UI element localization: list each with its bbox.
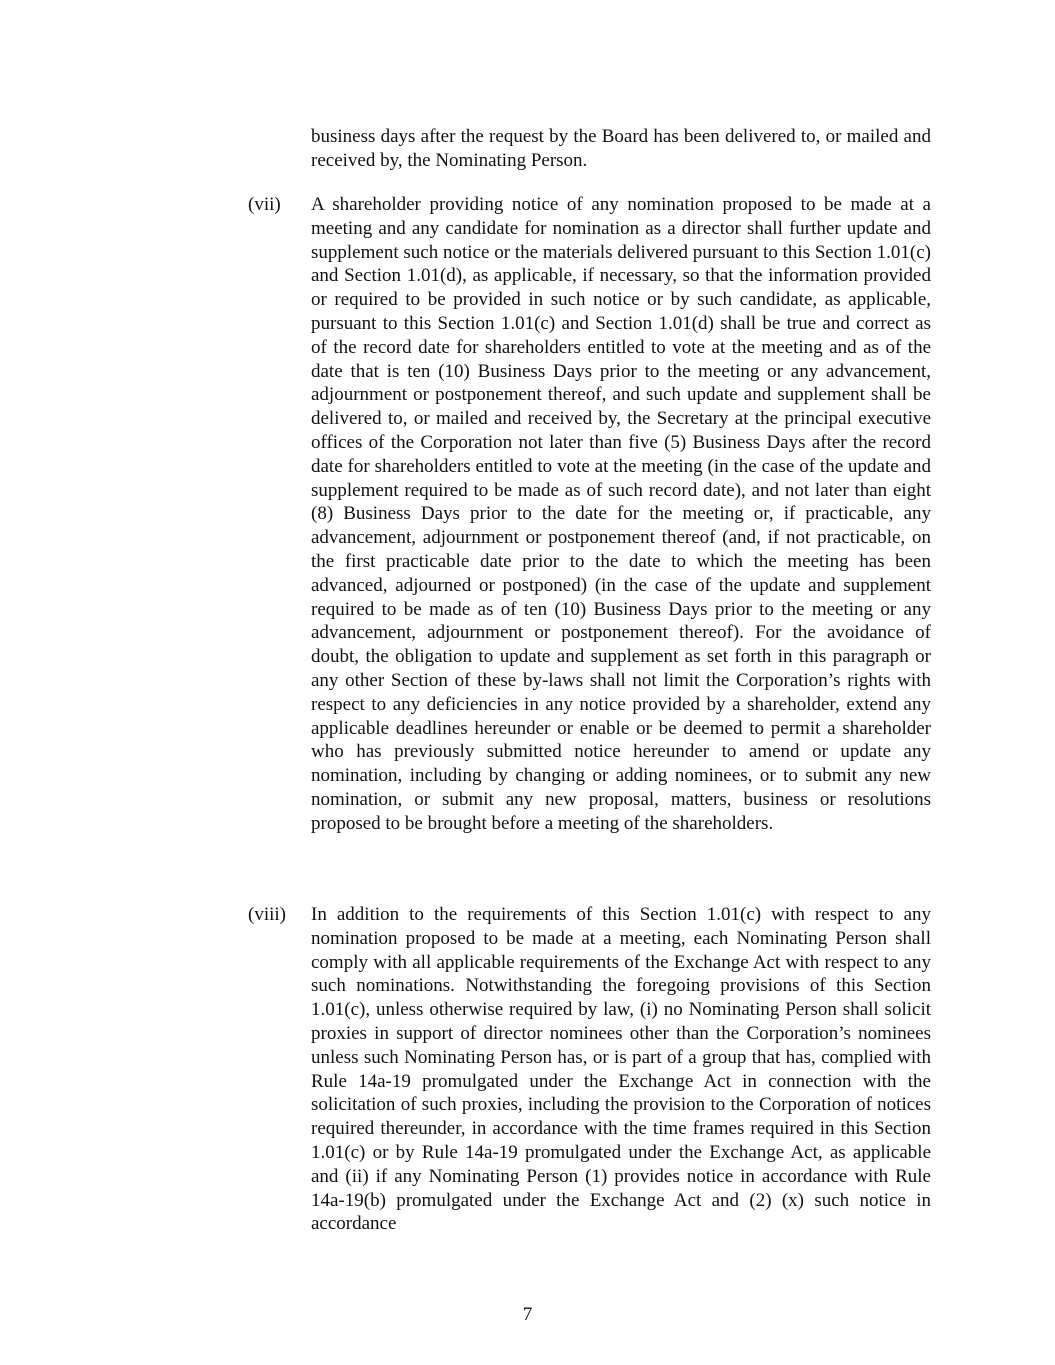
- page-number: 7: [522, 1304, 533, 1325]
- paragraph-vii-text: A shareholder providing notice of any nomination proposed to be made at a meeting and any candidate for nomination as a director shall further update and supplement such notice or the materials delivered pursuant to this Section 1.01(c) and Section 1.01(d), as applicable, if necessary, so that the information provided or required to be provided in such notice or by such candidate, as applicable, pursuant to this Section 1.01(c) and Section 1.01(d) shall be true and correct as of the record date for shareholders entitled to vote at the meeting and as of the date that is ten (10) Business Days prior to the meeting or any advancement, adjournment or postponement thereof, and such update and supplement shall be delivered to, or mailed and received by, the Secretary at the principal executive offices of the Corporation not later than five (5) Business Days after the record date for shareholders entitled to vote at the meeting (in the case of the update and supplement required to be made as of such record date), and not later than eight (8) Business Days prior to the date for the meeting or, if practicable, any advancement, adjournment or postponement thereof (and, if not practicable, on the first practicable date prior to the date to which the meeting has been advanced, adjourned or postponed) (in the case of the update and supplement required to be made as of ten (10) Business Days prior to the meeting or any advancement, adjournment or postponement thereof). For the avoidance of doubt, the obligation to update and supplement as set forth in this paragraph or any other Section of these by-laws shall not limit the Corporation’s rights with respect to any deficiencies in any notice provided by a shareholder, extend any applicable deadlines hereunder or enable or be deemed to permit a shareholder who has previously submitted notice hereunder to amend or update any nomination, including by changing or adding nominees, or to submit any new nomination, or submit any new proposal, matters, business or resolutions proposed to be brought before a meeting of the shareholders.: [311, 194, 931, 834]
- paragraph-number-viii: (viii): [248, 904, 286, 925]
- paragraph-number-vii: (vii): [248, 194, 281, 215]
- continuation-paragraph: business days after the request by the Board has been delivered to, or mailed and received by, the Nominating Person.: [311, 126, 931, 171]
- paragraph-viii-text: In addition to the requirements of this Section 1.01(c) with respect to any nomination proposed to be made at a meeting, each Nominating Person shall comply with all applicable requirements of the Exchange Act with respect to any such nominations. Notwithstanding the foregoing provisions of this Section 1.01(c), unless otherwise required by law, (i) no Nominating Person shall solicit proxies in support of director nominees other than the Corporation’s nominees unless such Nominating Person has, or is part of a group that has, complied with Rule 14a-19 promulgated under the Exchange Act in connection with the solicitation of such proxies, including the provision to the Corporation of notices required thereunder, in accordance with the time frames required in this Section 1.01(c) or by Rule 14a-19 promulgated under the Exchange Act, as applicable and (ii) if any Nominating Person (1) provides notice in accordance with Rule 14a-19(b) promulgated under the Exchange Act and (2) (x) such notice in accordance: [311, 904, 931, 1235]
